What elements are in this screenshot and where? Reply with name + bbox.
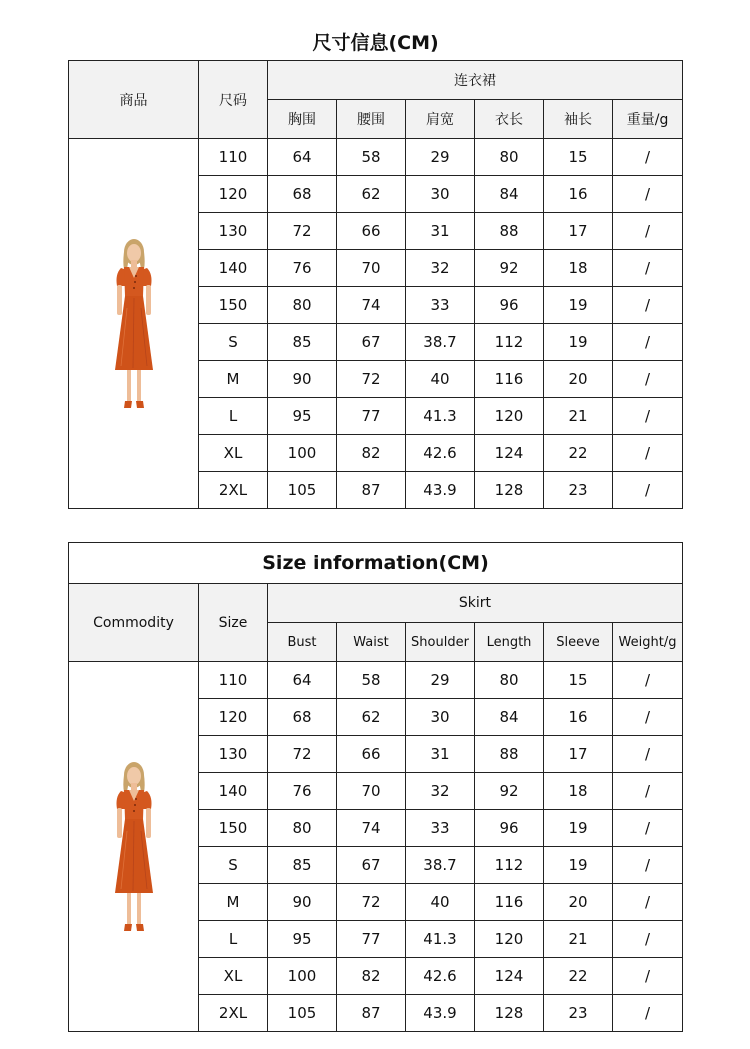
measurement-cell: 42.6 xyxy=(406,435,475,472)
measurement-cell: 72 xyxy=(268,213,337,250)
measurement-cell: 72 xyxy=(268,736,337,773)
group-header: Skirt xyxy=(268,584,683,623)
measurement-cell: 74 xyxy=(337,810,406,847)
size-cell: 130 xyxy=(199,736,268,773)
measurement-cell: 120 xyxy=(475,398,544,435)
measurement-cell: 43.9 xyxy=(406,472,475,509)
measurement-cell: / xyxy=(613,176,683,213)
measurement-cell: 30 xyxy=(406,176,475,213)
measurement-cell: 32 xyxy=(406,250,475,287)
size-table-english xyxy=(68,542,683,1032)
measurement-cell: / xyxy=(613,250,683,287)
measurement-cell: 90 xyxy=(268,884,337,921)
size-cell: L xyxy=(199,398,268,435)
measurement-cell: / xyxy=(613,921,683,958)
table-body xyxy=(69,662,683,1032)
measurement-cell: / xyxy=(613,699,683,736)
measurement-cell: 38.7 xyxy=(406,847,475,884)
measurement-cell: / xyxy=(613,435,683,472)
measurement-cell: 41.3 xyxy=(406,921,475,958)
size-cell: XL xyxy=(199,958,268,995)
measurement-cell: 88 xyxy=(475,213,544,250)
product-header: 商品 xyxy=(69,61,199,139)
measurement-cell: 92 xyxy=(475,773,544,810)
measurement-cell: 96 xyxy=(475,810,544,847)
measurement-cell: 67 xyxy=(337,847,406,884)
measurement-cell: 64 xyxy=(268,139,337,176)
size-header: Size xyxy=(199,584,268,662)
size-cell: 110 xyxy=(199,139,268,176)
measurement-cell: 116 xyxy=(475,361,544,398)
measurement-cell: 80 xyxy=(268,287,337,324)
measurement-cell: / xyxy=(613,995,683,1032)
measurement-cell: 29 xyxy=(406,662,475,699)
measurement-cell: 21 xyxy=(544,921,613,958)
size-cell: 120 xyxy=(199,176,268,213)
length-header: 衣长 xyxy=(475,100,544,139)
measurement-cell: 80 xyxy=(268,810,337,847)
size-cell: 140 xyxy=(199,250,268,287)
measurement-cell: 41.3 xyxy=(406,398,475,435)
measurement-cell: 80 xyxy=(475,139,544,176)
size-cell: M xyxy=(199,361,268,398)
product-header: Commodity xyxy=(69,584,199,662)
measurement-cell: 33 xyxy=(406,810,475,847)
shoulder-header: Shoulder xyxy=(406,623,475,662)
measurement-cell: 128 xyxy=(475,472,544,509)
bust-header: 胸围 xyxy=(268,100,337,139)
measurement-cell: 100 xyxy=(268,958,337,995)
waist-header: 腰围 xyxy=(337,100,406,139)
measurement-cell: 87 xyxy=(337,995,406,1032)
measurement-cell: / xyxy=(613,361,683,398)
measurement-cell: 95 xyxy=(268,398,337,435)
dress-model-image xyxy=(109,238,159,410)
measurement-cell: 58 xyxy=(337,662,406,699)
size-cell: 140 xyxy=(199,773,268,810)
measurement-cell: / xyxy=(613,773,683,810)
measurement-cell: 68 xyxy=(268,176,337,213)
product-photo xyxy=(69,139,199,509)
sleeve-header: 袖长 xyxy=(544,100,613,139)
weight-header: Weight/g xyxy=(613,623,683,662)
size-cell: 2XL xyxy=(199,995,268,1032)
measurement-cell: 105 xyxy=(268,472,337,509)
measurement-cell: 76 xyxy=(268,250,337,287)
size-cell: S xyxy=(199,324,268,361)
measurement-cell: 77 xyxy=(337,921,406,958)
measurement-cell: / xyxy=(613,662,683,699)
table-title: 尺寸信息(CM) xyxy=(69,22,683,61)
measurement-cell: 87 xyxy=(337,472,406,509)
measurement-cell: 67 xyxy=(337,324,406,361)
measurement-cell: 124 xyxy=(475,958,544,995)
measurement-cell: / xyxy=(613,472,683,509)
measurement-cell: / xyxy=(613,287,683,324)
measurement-cell: / xyxy=(613,324,683,361)
measurement-cell: 66 xyxy=(337,213,406,250)
measurement-cell: 105 xyxy=(268,995,337,1032)
size-cell: M xyxy=(199,884,268,921)
measurement-cell: 88 xyxy=(475,736,544,773)
measurement-cell: 19 xyxy=(544,324,613,361)
measurement-cell: / xyxy=(613,958,683,995)
measurement-cell: 77 xyxy=(337,398,406,435)
measurement-cell: / xyxy=(613,884,683,921)
measurement-cell: / xyxy=(613,398,683,435)
measurement-cell: 22 xyxy=(544,958,613,995)
size-cell: 120 xyxy=(199,699,268,736)
measurement-cell: 96 xyxy=(475,287,544,324)
table-title: Size information(CM) xyxy=(69,543,683,584)
weight-header: 重量/g xyxy=(613,100,683,139)
measurement-cell: / xyxy=(613,810,683,847)
measurement-cell: 42.6 xyxy=(406,958,475,995)
measurement-cell: 112 xyxy=(475,324,544,361)
measurement-cell: 70 xyxy=(337,773,406,810)
measurement-cell: 66 xyxy=(337,736,406,773)
size-cell: 150 xyxy=(199,287,268,324)
size-cell: L xyxy=(199,921,268,958)
measurement-cell: 29 xyxy=(406,139,475,176)
measurement-cell: 84 xyxy=(475,176,544,213)
measurement-cell: 17 xyxy=(544,213,613,250)
measurement-cell: 85 xyxy=(268,324,337,361)
measurement-cell: 64 xyxy=(268,662,337,699)
measurement-cell: / xyxy=(613,736,683,773)
measurement-cell: 85 xyxy=(268,847,337,884)
measurement-cell: 62 xyxy=(337,699,406,736)
measurement-cell: 95 xyxy=(268,921,337,958)
shoulder-header: 肩宽 xyxy=(406,100,475,139)
measurement-cell: 15 xyxy=(544,662,613,699)
measurement-cell: 84 xyxy=(475,699,544,736)
size-cell: XL xyxy=(199,435,268,472)
size-cell: 2XL xyxy=(199,472,268,509)
measurement-cell: 38.7 xyxy=(406,324,475,361)
measurement-cell: 82 xyxy=(337,958,406,995)
measurement-cell: 68 xyxy=(268,699,337,736)
table-row xyxy=(69,139,683,176)
measurement-cell: 72 xyxy=(337,884,406,921)
size-cell: 130 xyxy=(199,213,268,250)
bust-header: Bust xyxy=(268,623,337,662)
measurement-cell: 74 xyxy=(337,287,406,324)
size-cell: S xyxy=(199,847,268,884)
measurement-cell: 33 xyxy=(406,287,475,324)
measurement-cell: 19 xyxy=(544,847,613,884)
measurement-cell: 16 xyxy=(544,699,613,736)
length-header: Length xyxy=(475,623,544,662)
sleeve-header: Sleeve xyxy=(544,623,613,662)
measurement-cell: 128 xyxy=(475,995,544,1032)
measurement-cell: 19 xyxy=(544,810,613,847)
measurement-cell: 62 xyxy=(337,176,406,213)
size-table-chinese xyxy=(68,22,683,509)
measurement-cell: 80 xyxy=(475,662,544,699)
measurement-cell: 22 xyxy=(544,435,613,472)
size-cell: 150 xyxy=(199,810,268,847)
table-body xyxy=(69,139,683,509)
measurement-cell: 120 xyxy=(475,921,544,958)
measurement-cell: 21 xyxy=(544,398,613,435)
measurement-cell: 116 xyxy=(475,884,544,921)
measurement-cell: 82 xyxy=(337,435,406,472)
measurement-cell: 112 xyxy=(475,847,544,884)
measurement-cell: 31 xyxy=(406,736,475,773)
measurement-cell: 124 xyxy=(475,435,544,472)
measurement-cell: / xyxy=(613,213,683,250)
measurement-cell: 20 xyxy=(544,884,613,921)
product-photo xyxy=(69,662,199,1032)
measurement-cell: 19 xyxy=(544,287,613,324)
measurement-cell: 90 xyxy=(268,361,337,398)
measurement-cell: 15 xyxy=(544,139,613,176)
measurement-cell: / xyxy=(613,139,683,176)
size-header: 尺码 xyxy=(199,61,268,139)
measurement-cell: 23 xyxy=(544,472,613,509)
measurement-cell: 18 xyxy=(544,250,613,287)
group-header: 连衣裙 xyxy=(268,61,683,100)
measurement-cell: 20 xyxy=(544,361,613,398)
size-cell: 110 xyxy=(199,662,268,699)
measurement-cell: 58 xyxy=(337,139,406,176)
measurement-cell: 43.9 xyxy=(406,995,475,1032)
measurement-cell: 16 xyxy=(544,176,613,213)
measurement-cell: 100 xyxy=(268,435,337,472)
measurement-cell: 40 xyxy=(406,361,475,398)
measurement-cell: / xyxy=(613,847,683,884)
measurement-cell: 32 xyxy=(406,773,475,810)
measurement-cell: 18 xyxy=(544,773,613,810)
measurement-cell: 17 xyxy=(544,736,613,773)
measurement-cell: 31 xyxy=(406,213,475,250)
table-row xyxy=(69,662,683,699)
measurement-cell: 23 xyxy=(544,995,613,1032)
dress-model-image xyxy=(109,761,159,933)
measurement-cell: 76 xyxy=(268,773,337,810)
measurement-cell: 92 xyxy=(475,250,544,287)
measurement-cell: 40 xyxy=(406,884,475,921)
measurement-cell: 70 xyxy=(337,250,406,287)
measurement-cell: 30 xyxy=(406,699,475,736)
measurement-cell: 72 xyxy=(337,361,406,398)
waist-header: Waist xyxy=(337,623,406,662)
